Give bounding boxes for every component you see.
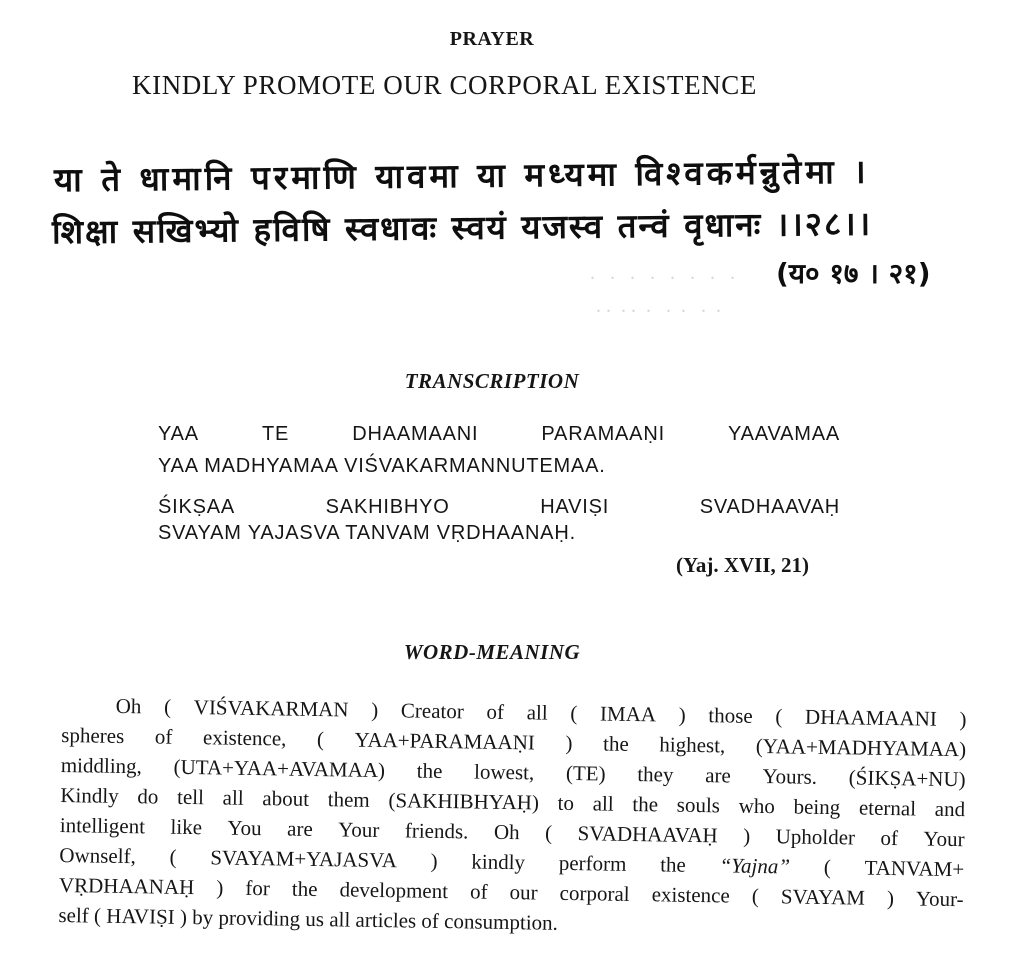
word: souls xyxy=(676,792,721,818)
word: ŚIKṢAA xyxy=(158,496,236,518)
word: existence, xyxy=(202,725,287,751)
word: Your xyxy=(338,817,380,843)
word: ) xyxy=(959,707,967,732)
word: ( xyxy=(169,844,177,869)
word: VṚDHAANAḤ xyxy=(58,872,195,900)
word: Yours. xyxy=(762,764,818,789)
word: (YAA+MADHYAMAA) xyxy=(755,733,967,762)
word: ( xyxy=(316,727,325,752)
word: ( xyxy=(751,883,760,908)
word: “Yajna” xyxy=(719,853,791,879)
word: (ŚIKṢA+NU) xyxy=(848,765,966,792)
word: those xyxy=(708,703,753,728)
word: Creator xyxy=(400,698,465,724)
transcription-reference: (Yaj. XVII, 21) xyxy=(676,553,809,577)
word: of xyxy=(469,879,488,904)
word: for xyxy=(245,875,271,901)
word: Oh xyxy=(115,693,142,719)
word: ) xyxy=(430,848,438,873)
word: middling, xyxy=(60,752,143,779)
word: Your- xyxy=(915,886,964,912)
word: self ( xyxy=(58,902,107,928)
word: do xyxy=(137,784,159,809)
sanskrit-reference: (य० १७ । २१) xyxy=(776,257,931,290)
word: intelligent xyxy=(59,812,146,839)
word: our xyxy=(509,880,538,905)
word: spheres xyxy=(61,722,125,748)
word: (SAKHIBHYAḤ) xyxy=(388,788,540,815)
word: Ownself, xyxy=(59,842,136,869)
word: Kindly xyxy=(60,782,119,808)
transcription-heading: TRANSCRIPTION xyxy=(404,369,580,393)
word: SVAYAM xyxy=(780,884,866,910)
word: corporal xyxy=(559,880,630,906)
word: IMAA xyxy=(599,701,657,727)
word: perform xyxy=(558,850,627,876)
transcription-line-3 xyxy=(158,496,840,519)
word: ) xyxy=(216,875,224,900)
word: ) by providing us all articles of consumption. xyxy=(179,904,559,935)
word: SVAYAM+YAJASVA xyxy=(210,845,398,873)
word: Upholder xyxy=(775,824,856,850)
word: DHAAMAANI xyxy=(804,704,938,731)
word: all xyxy=(526,700,548,725)
word: the xyxy=(602,731,629,756)
word: tell xyxy=(176,784,205,810)
word: are xyxy=(705,763,732,788)
show-through-text: . . . . . . . . . xyxy=(596,295,721,317)
word: existence xyxy=(651,882,730,908)
word: You xyxy=(227,815,262,841)
word: development xyxy=(339,877,449,904)
word: lowest, xyxy=(473,759,535,785)
transcription-line-2: YAA MADHYAMAA VIŚVAKARMANNUTEMAA. xyxy=(158,455,606,477)
word: about xyxy=(262,786,310,811)
word: ) xyxy=(678,702,686,727)
word: friends. xyxy=(404,818,469,844)
word: ( xyxy=(775,704,783,729)
page-label: PRAYER xyxy=(449,28,535,50)
word: ( xyxy=(570,700,578,726)
word: ) xyxy=(565,730,573,756)
sanskrit-verse-line-1: या ते धामानि परमाणि यावमा या मध्यमा विश्वकर्मन्नुतेमा । xyxy=(53,151,870,200)
show-through-text: . . . . . . . . xyxy=(590,262,735,284)
word: of xyxy=(880,825,899,851)
word: them xyxy=(327,787,370,812)
word-meaning-paragraph xyxy=(58,690,967,944)
page-title: KINDLY PROMOTE OUR CORPORAL EXISTENCE xyxy=(132,70,758,100)
word: ) xyxy=(742,823,751,848)
word-meaning-heading: WORD-MEANING xyxy=(403,640,581,664)
transcription-line-4: SVAYAM YAJASVA TANVAM VṚDHAANAḤ. xyxy=(158,522,576,544)
word: the xyxy=(632,791,659,817)
word: (TE) xyxy=(565,760,606,786)
word: Your xyxy=(923,826,965,852)
word: YAA+PARAMAAṆI xyxy=(354,727,536,755)
word: the xyxy=(416,758,443,783)
word: they xyxy=(637,762,674,787)
word: SVADHAAVAḤ xyxy=(699,496,840,518)
word: ( xyxy=(544,820,553,845)
word: the xyxy=(660,852,687,877)
word: TE xyxy=(262,423,290,445)
word: HAVIṢI xyxy=(106,903,181,929)
word: to xyxy=(557,790,575,816)
word: are xyxy=(286,816,313,841)
word: Oh xyxy=(493,819,520,845)
word: SVADHAAVAḤ xyxy=(577,821,718,848)
word: all xyxy=(592,791,614,816)
word: ( xyxy=(163,694,172,719)
word: the xyxy=(291,876,318,902)
word: ) xyxy=(371,697,379,722)
word: TANVAM+ xyxy=(864,855,965,882)
word: (UTA+YAA+AVAMAA) xyxy=(173,754,386,783)
word: like xyxy=(170,814,203,840)
word: ) xyxy=(886,885,895,911)
word: eternal xyxy=(858,795,917,821)
word: ( xyxy=(823,854,832,880)
word: who xyxy=(738,793,776,819)
word: all xyxy=(222,785,244,810)
word: PARAMAAṆI xyxy=(541,423,665,445)
word: of xyxy=(154,724,173,749)
word: DHAAMAANI xyxy=(352,423,479,445)
word: VIŚVAKARMAN xyxy=(193,695,349,722)
transcription-line-1 xyxy=(158,423,840,446)
word: HAVIṢI xyxy=(540,496,610,518)
word: being xyxy=(793,794,841,820)
word: SAKHIBHYO xyxy=(325,496,450,518)
word: highest, xyxy=(659,732,726,758)
word: kindly xyxy=(471,849,526,875)
word: of xyxy=(486,699,505,724)
word: YAA xyxy=(158,423,199,445)
word: YAAVAMAA xyxy=(728,423,840,445)
word: and xyxy=(934,796,966,822)
sanskrit-verse-line-2: शिक्षा सखिभ्यो हविषि स्वधावः स्वयं यजस्व तन्वं वृधानः ।।२८।। xyxy=(51,203,873,252)
